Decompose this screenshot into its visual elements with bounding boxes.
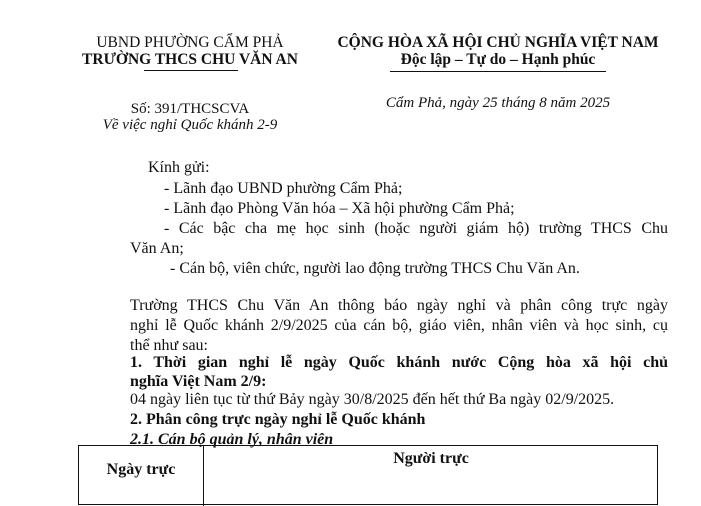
- intro-paragraph-line: nghỉ lễ Quốc khánh 2/9/2025 của cán bộ, giáo viên, nhân viên và học sinh, cụ: [130, 317, 668, 334]
- document-subject: Về việc nghỉ Quốc khánh 2-9: [102, 117, 278, 133]
- duty-schedule-table: [78, 445, 658, 505]
- recipient-item: - Cán bộ, viên chức, người lao động trường THCS Chu Văn An.: [170, 260, 580, 277]
- school-name: TRƯỜNG THCS CHU VĂN AN: [82, 51, 298, 68]
- section-2-heading: 2. Phân công trực ngày nghỉ lễ Quốc khánh: [130, 411, 426, 428]
- issuing-authority: UBND PHƯỜNG CẨM PHẢ: [96, 34, 284, 51]
- intro-paragraph-line: Trường THCS Chu Văn An thông báo ngày nghỉ và phân công trực ngày: [130, 297, 668, 314]
- national-motto: Độc lập – Tự do – Hạnh phúc: [400, 51, 596, 68]
- recipient-item-continuation: Văn An;: [130, 240, 184, 257]
- document-date: Cẩm Phả, ngày 25 tháng 8 năm 2025: [385, 95, 611, 111]
- national-title: CỘNG HÒA XÃ HỘI CHỦ NGHĨA VIỆT NAM: [337, 34, 659, 51]
- section-2-1-heading: 2.1. Cán bộ quản lý, nhân viên: [130, 431, 334, 448]
- table-header-day: Ngày trực: [106, 461, 176, 478]
- recipient-item: - Lãnh đạo Phòng Văn hóa – Xã hội phường Cẩm Phả;: [164, 200, 515, 217]
- section-1-heading-continuation: nghĩa Việt Nam 2/9:: [130, 373, 267, 390]
- document-number: Số: 391/THCSCVA: [130, 101, 250, 117]
- recipient-item: - Các bậc cha mẹ học sinh (hoặc người giám hộ) trường THCS Chu: [164, 220, 668, 237]
- recipients-label: Kính gửi:: [148, 159, 210, 176]
- section-1-body: 04 ngày liên tục từ thứ Bảy ngày 30/8/2025 đến hết thứ Ba ngày 02/9/2025.: [130, 391, 615, 408]
- table-header-person: Người trực: [393, 450, 469, 467]
- national-motto-underline: [390, 71, 606, 72]
- intro-paragraph-line: thể như sau:: [130, 337, 208, 354]
- recipient-item: - Lãnh đạo UBND phường Cẩm Phả;: [164, 180, 403, 197]
- section-1-heading: 1. Thời gian nghỉ lễ ngày Quốc khánh nước Cộng hòa xã hội chủ: [130, 354, 668, 371]
- school-name-underline: [144, 70, 238, 71]
